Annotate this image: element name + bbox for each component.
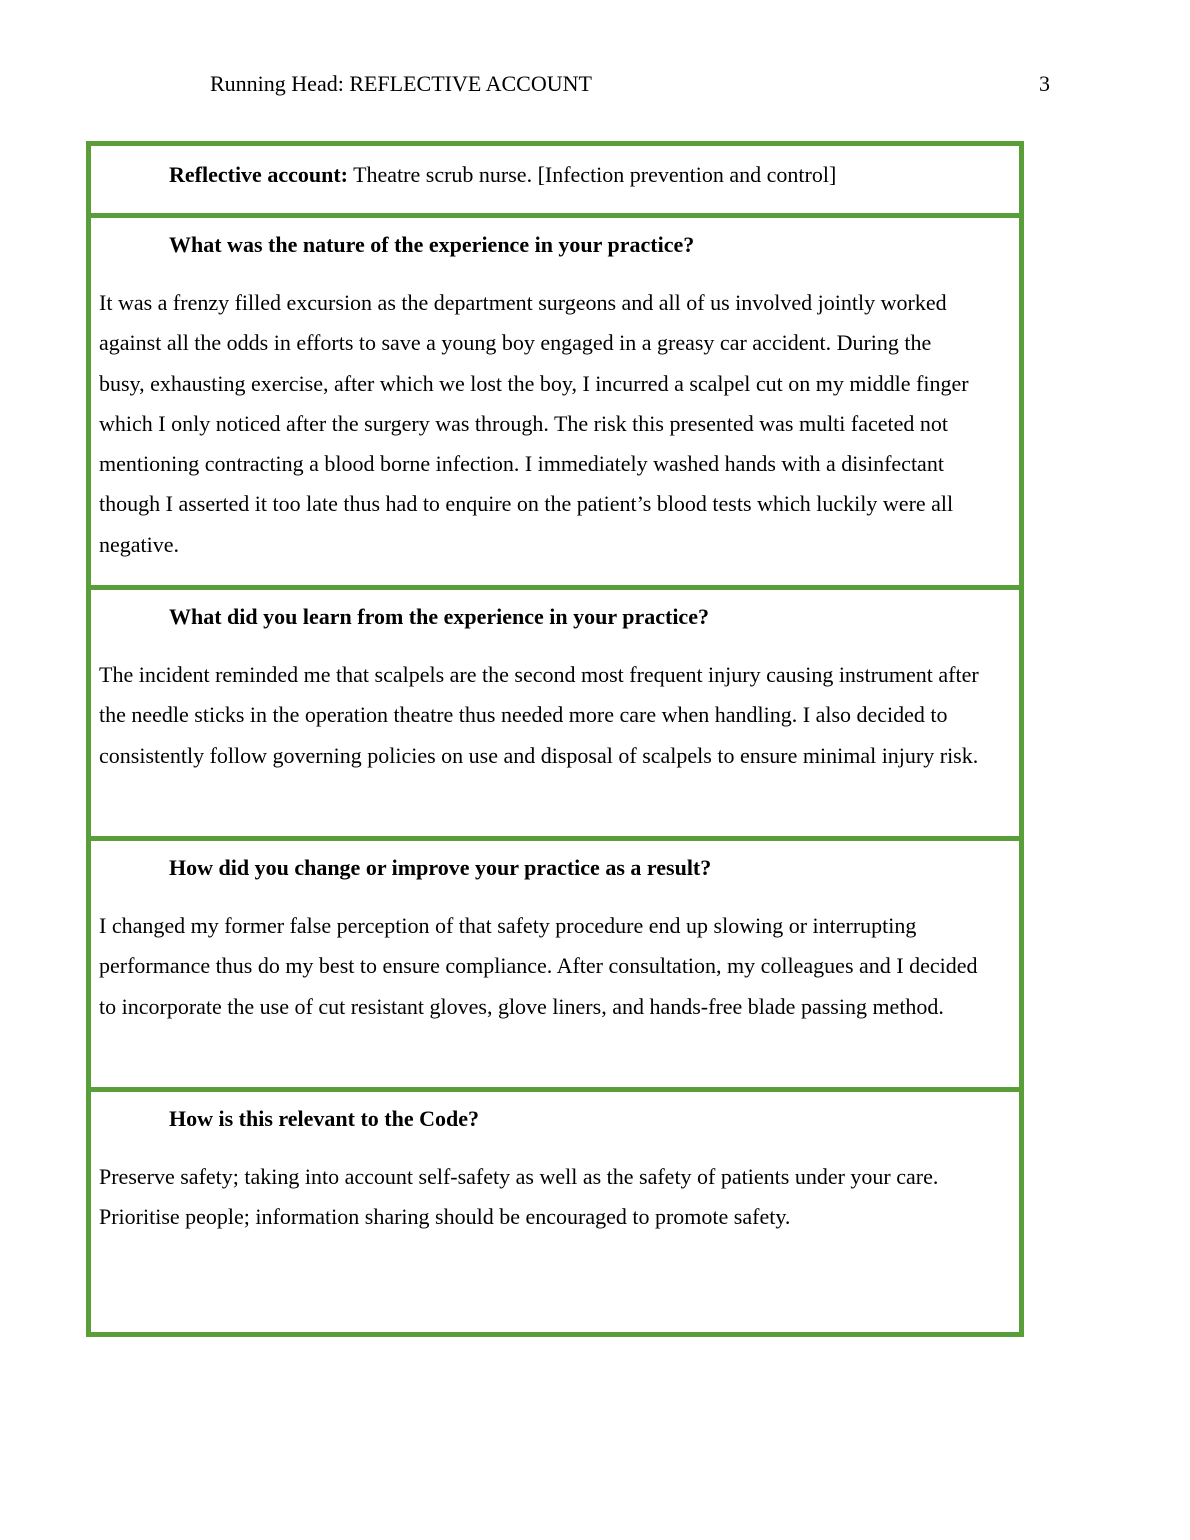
running-head: Running Head: REFLECTIVE ACCOUNT	[210, 71, 592, 96]
reflective-account-table	[86, 141, 1024, 1337]
document-title	[169, 161, 836, 189]
paragraph: It was a frenzy filled excursion as the department surgeons and all of us involved jointly worked against all the odds in efforts to save a young boy engaged in a greasy car accident. During the busy, exhausting exercise, after which we lost the boy, I incurred a scalpel cut on my middle finger which I only noticed after the surgery was through. The risk this presented was multi faceted not mentioning contracting a blood borne infection. I immediately washed hands with a disinfectant though I asserted it too late thus had to enquire on the patient’s blood tests which luckily were all negative.	[99, 290, 969, 557]
section-heading: What did you learn from the experience in your practice?	[169, 604, 709, 629]
title-label: Reflective account:	[169, 162, 348, 187]
section-body	[99, 283, 979, 565]
page-number: 3	[1039, 71, 1050, 96]
section-heading: What was the nature of the experience in your practice?	[169, 232, 695, 257]
paragraph: I changed my former false perception of that safety procedure end up slowing or interrupting performance thus do my best to ensure compliance. After consultation, my colleagues and I decided to incorporate the use of cut resistant gloves, glove liners, and hands-free blade passing method.	[99, 913, 978, 1019]
section-heading: How is this relevant to the Code?	[169, 1106, 480, 1131]
section-change	[91, 836, 1019, 1087]
section-body	[99, 1157, 979, 1238]
section-learn	[91, 585, 1019, 836]
section-nature	[91, 213, 1019, 585]
page-header	[210, 70, 1050, 98]
section-code	[91, 1087, 1019, 1332]
title-text: Theatre scrub nurse. [Infection prevention and control]	[347, 162, 837, 187]
section-body	[99, 906, 979, 1027]
paragraph: Prioritise people; information sharing should be encouraged to promote safety.	[99, 1204, 791, 1230]
section-heading: How did you change or improve your practice as a result?	[169, 855, 712, 880]
paragraph: Preserve safety; taking into account self-safety as well as the safety of patients under your care.	[99, 1164, 939, 1189]
section-body	[99, 655, 979, 776]
title-section	[91, 146, 1019, 213]
paragraph: The incident reminded me that scalpels are the second most frequent injury causing instrument after the needle sticks in the operation theatre thus needed more care when handling. I also decided to consistently follow governing policies on use and disposal of scalpels to ensure minimal injury risk.	[99, 662, 979, 768]
